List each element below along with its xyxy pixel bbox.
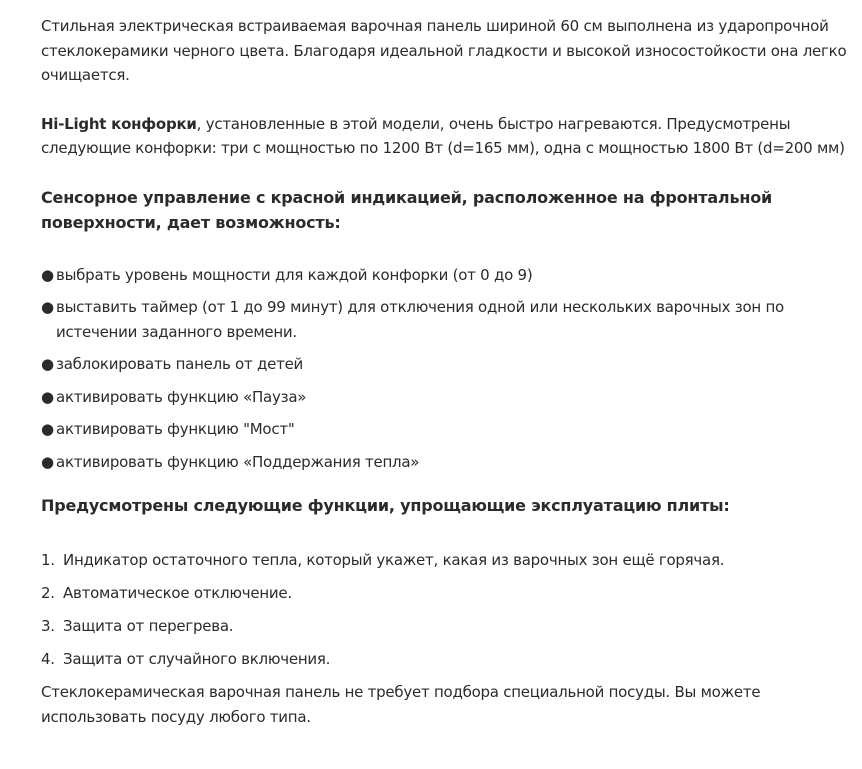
bullet-icon: ● [41, 355, 54, 373]
list-item-text: Индикатор остаточного тепла, который укажет, какая из варочных зон ещё горячая. [63, 551, 725, 569]
list-item [41, 295, 859, 344]
outro-paragraph: Стеклокерамическая варочная панель не требует подбора специальной посуды. Вы можете использовать посуду любого типа. [41, 683, 761, 726]
list-item-text: выставить таймер (от 1 до 99 минут) для отключения одной или нескольких варочных зон по истечении заданного времени. [56, 298, 784, 341]
list-item [41, 385, 859, 410]
intro-paragraph: Стильная электрическая встраиваемая варочная панель шириной 60 см выполнена из ударопрочной стеклокерамики черного цвета. Благодаря идеальной гладкости и высокой износостойкости она легко очищается. [41, 17, 847, 84]
list-item-text: активировать функцию «Пауза» [56, 387, 307, 406]
controls-bullet-list [41, 263, 859, 475]
hilight-paragraph [41, 112, 859, 161]
list-item-text: Защита от перегрева. [63, 617, 234, 635]
list-item-number: 3. [41, 617, 55, 635]
list-item-text: активировать функцию «Поддержания тепла» [56, 452, 420, 471]
functions-heading: Предусмотрены следующие функции, упрощающие эксплуатацию плиты: [41, 496, 730, 515]
hilight-description: , установленные в этой модели, очень быстро нагреваются. Предусмотрены следующие конфорки: три с мощностью по 1200 Вт (d=165 мм), одна с мощностью 1800 Вт (d=200 мм) [41, 114, 845, 157]
functions-numbered-list [41, 548, 859, 672]
list-item [41, 614, 859, 639]
list-item-text: активировать функцию "Мост" [56, 420, 295, 438]
bullet-icon: ● [41, 265, 54, 284]
list-item [41, 263, 859, 288]
list-item-number: 1. [41, 551, 55, 569]
list-item [41, 647, 859, 672]
list-item [41, 417, 859, 442]
list-item-text: выбрать уровень мощности для каждой конфорки (от 0 до 9) [56, 265, 533, 284]
product-description [41, 14, 859, 729]
controls-heading: Сенсорное управление с красной индикацией, расположенное на фронтальной поверхности, дает возможность: [41, 187, 773, 232]
bullet-icon: ● [41, 452, 54, 471]
list-item [41, 352, 859, 377]
list-item-text: Автоматическое отключение. [63, 584, 292, 602]
list-item [41, 581, 859, 606]
list-item-text: Защита от случайного включения. [63, 650, 331, 668]
list-item-number: 2. [41, 584, 55, 602]
list-item [41, 450, 859, 475]
bullet-icon: ● [41, 387, 54, 406]
list-item-number: 4. [41, 650, 55, 668]
list-item [41, 548, 859, 573]
list-item-text: заблокировать панель от детей [56, 355, 304, 373]
bullet-icon: ● [41, 298, 54, 316]
hilight-bold-term: Hi-Light конфорки [41, 114, 197, 133]
bullet-icon: ● [41, 420, 54, 438]
